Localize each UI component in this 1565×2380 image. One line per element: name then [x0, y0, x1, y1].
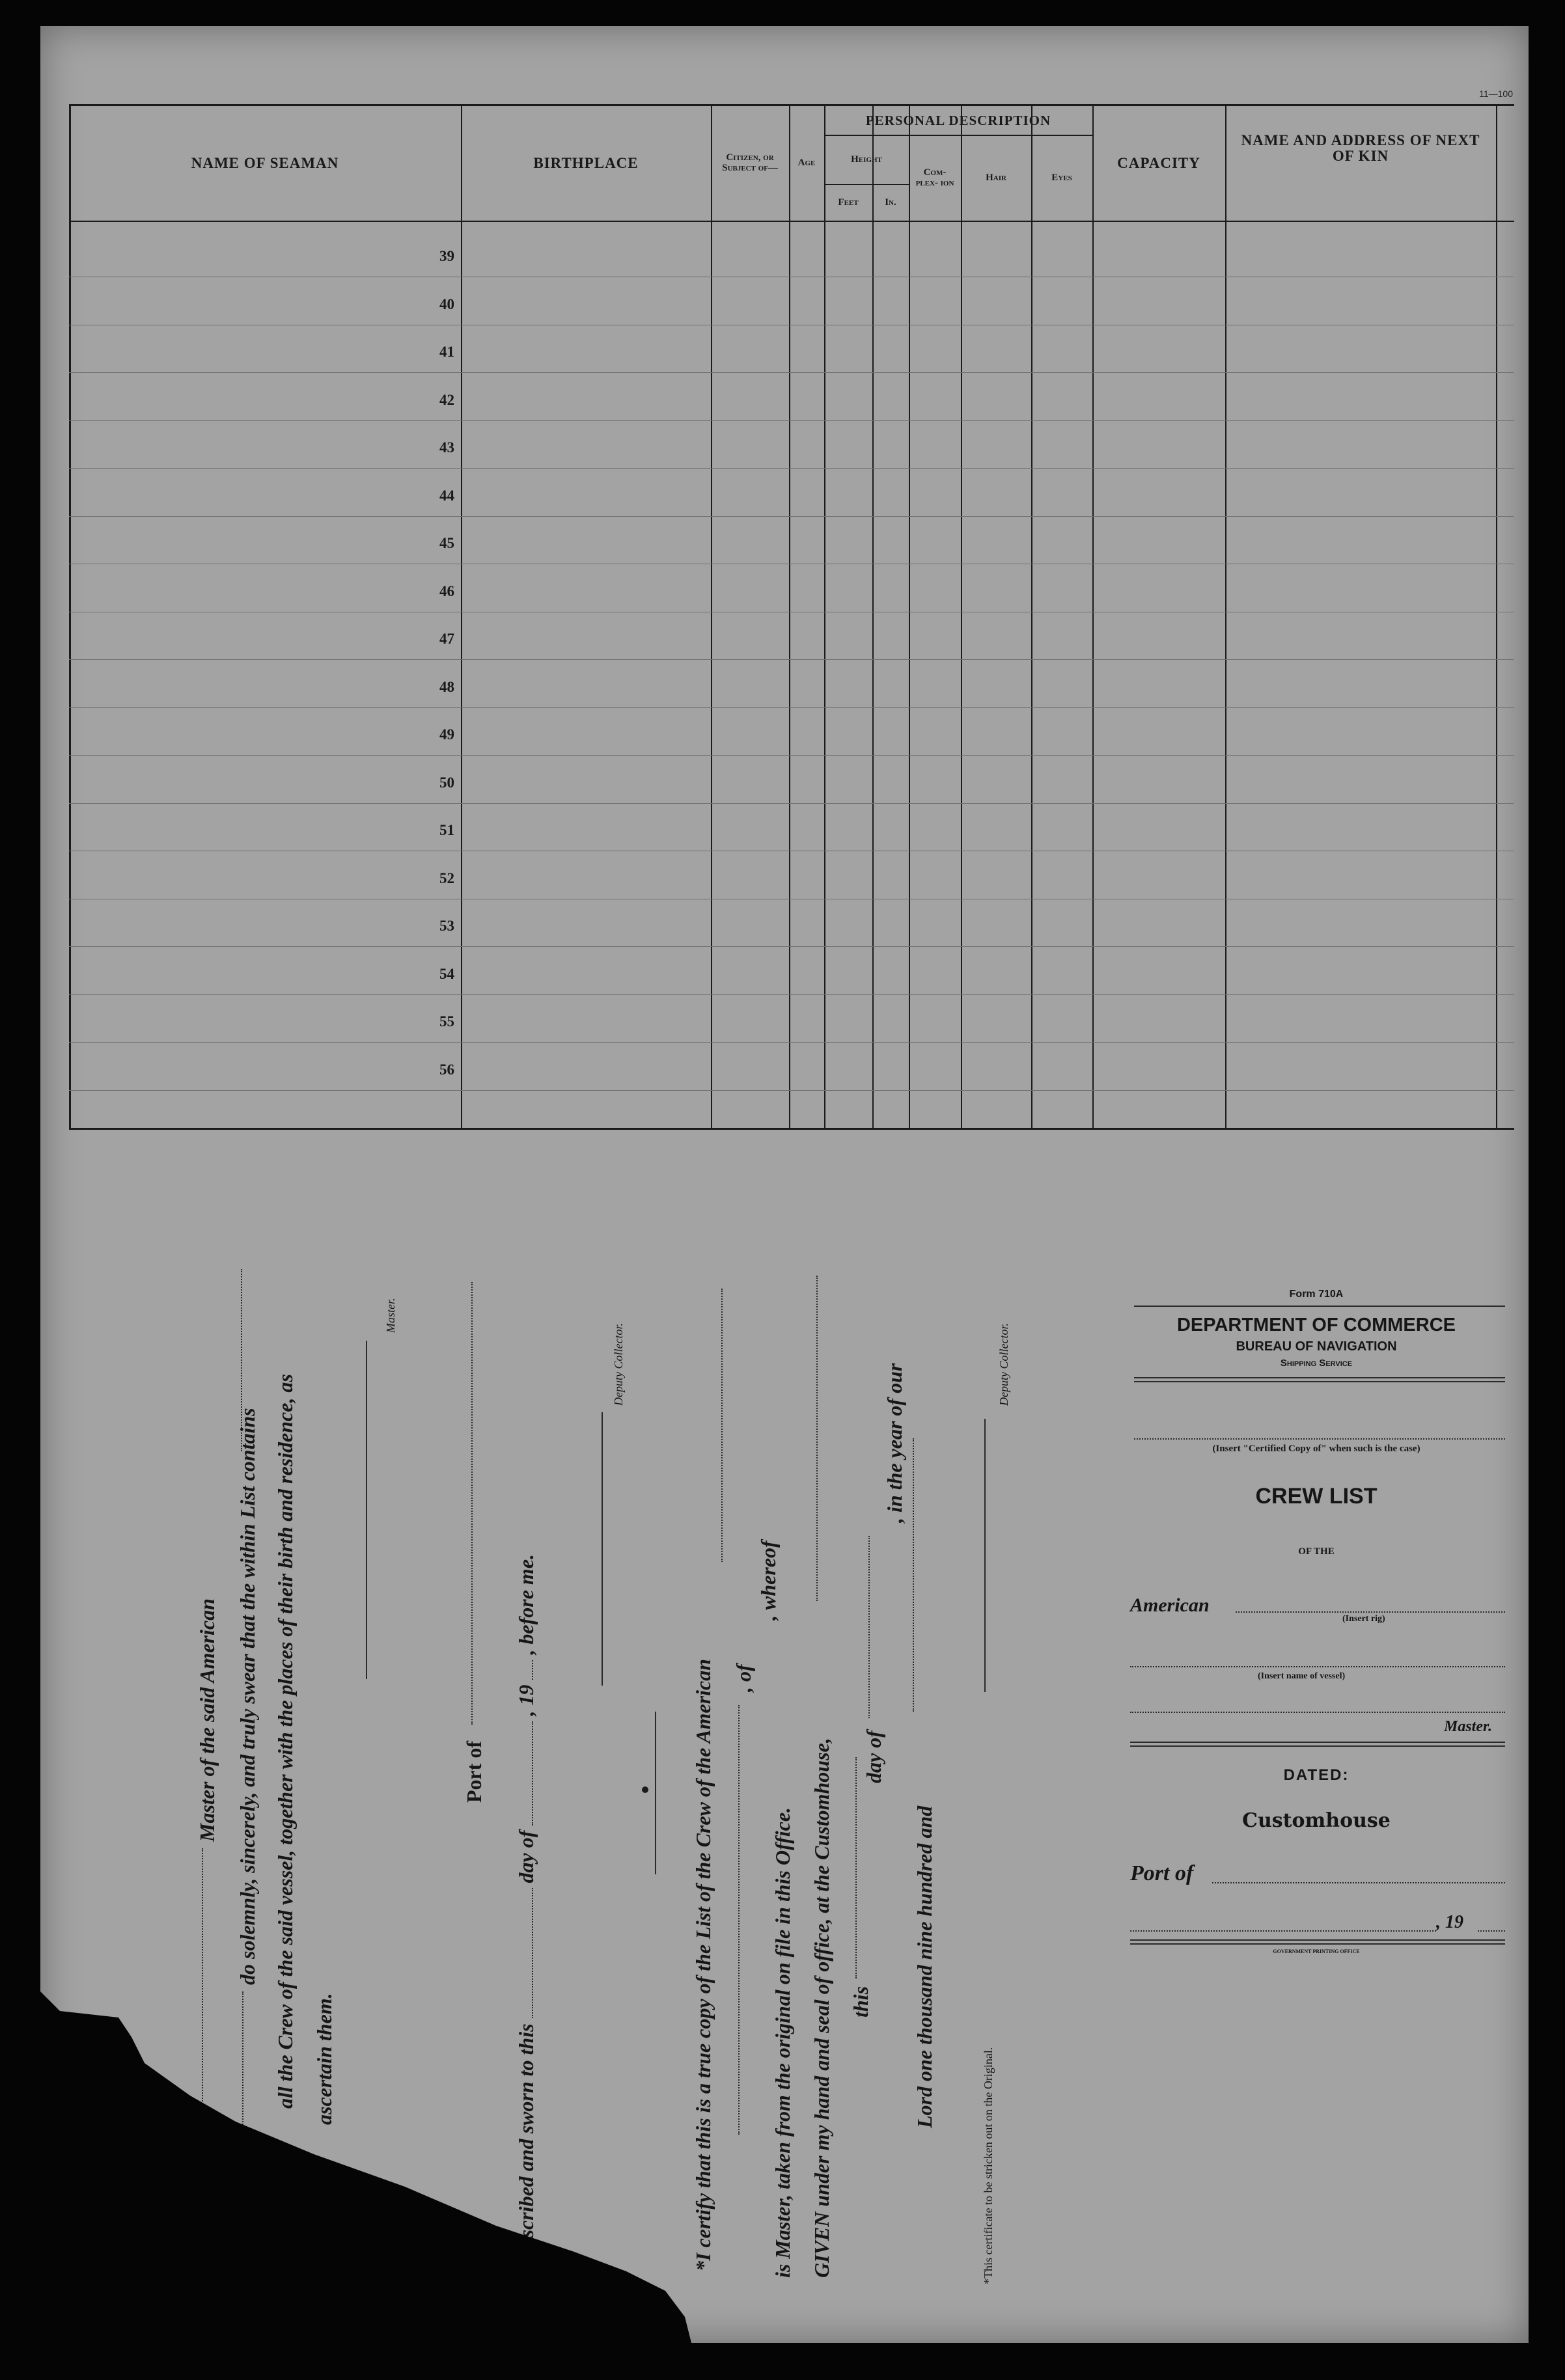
- header-age: Age: [797, 157, 816, 169]
- header-feet: Feet: [838, 197, 859, 208]
- header-capacity: CAPACITY: [1117, 154, 1200, 171]
- docket-insert-certified: (Insert "Certified Copy of" when such is the case): [1212, 1443, 1420, 1454]
- row-number: 56: [439, 1061, 454, 1078]
- docket-master: Master.: [1443, 1718, 1492, 1735]
- header-personal-description: PERSONAL DESCRIPTION: [865, 112, 1051, 128]
- row-number: 45: [439, 535, 454, 551]
- crew-table: [69, 104, 1514, 1130]
- table-row: [69, 516, 1514, 517]
- docket-dated: DATED:: [1283, 1766, 1350, 1784]
- row-number: 55: [439, 1013, 454, 1030]
- docket-department: DEPARTMENT OF COMMERCE: [1176, 1315, 1456, 1335]
- table-row: [69, 1090, 1514, 1091]
- docket-port-of: Port of: [1130, 1861, 1194, 1885]
- header-inches: In.: [885, 197, 896, 208]
- row-number: 48: [439, 678, 454, 695]
- oath-footnote: *This certificate to be stricken out on the Original.: [982, 2047, 995, 2284]
- row-number: 54: [439, 965, 454, 982]
- row-number: 43: [439, 439, 454, 456]
- table-row: [69, 946, 1514, 947]
- oath-master-label: Master.: [384, 1298, 397, 1333]
- header-hair: Hair: [986, 172, 1006, 184]
- table-row: [69, 372, 1514, 373]
- row-number: 39: [439, 248, 454, 264]
- docket-insert-rig: (Insert rig): [1342, 1614, 1385, 1624]
- table-row: [69, 1042, 1514, 1043]
- oath-whereof: , whereof: [756, 1540, 780, 1621]
- row-number: 53: [439, 918, 454, 934]
- oath-in-year: , in the year of our: [883, 1363, 906, 1523]
- oath-subscribed: Subscribed and sworn to this day of , 19 , before me.: [514, 1553, 538, 2271]
- header-next-of-kin: NAME AND ADDRESS OF NEXT OF KIN: [1241, 131, 1480, 164]
- row-number: 51: [439, 822, 454, 838]
- header-eyes: Eyes: [1051, 172, 1072, 184]
- docket-customhouse: Customhouse: [1242, 1809, 1391, 1832]
- row-number: 46: [439, 582, 454, 599]
- oath-of: , of: [732, 1664, 755, 1692]
- docket-printer: GOVERNMENT PRINTING OFFICE: [1273, 1949, 1360, 1954]
- oath-line-2: do solemnly, sincerely, and truly swear that the within List contains: [236, 1408, 259, 1985]
- table-row: [69, 420, 1514, 421]
- docket-service: Shipping Service: [1280, 1358, 1353, 1369]
- oath-this: this: [849, 1986, 872, 2018]
- table-row: [69, 803, 1514, 804]
- torn-corner: [40, 1991, 789, 2343]
- table-row: [69, 994, 1514, 995]
- table-row: [69, 468, 1514, 469]
- table-row: [69, 755, 1514, 756]
- table-row: [69, 659, 1514, 660]
- header-citizen: Citizen, or Subject of—: [722, 152, 778, 173]
- row-number: 44: [439, 487, 454, 504]
- header-complexion: Com- plex- ion: [915, 167, 954, 188]
- oath-line-4: ascertain them.: [312, 1993, 336, 2125]
- header-birthplace: BIRTHPLACE: [533, 154, 639, 171]
- oath-is-master: is Master, taken from the original on file in this Office.: [771, 1807, 794, 2278]
- docket-bureau: BUREAU OF NAVIGATION: [1236, 1339, 1397, 1354]
- oath-day-of: day of: [862, 1730, 885, 1783]
- row-number: 40: [439, 295, 454, 312]
- row-number: 41: [439, 344, 454, 360]
- row-number: 47: [439, 631, 454, 647]
- oath-line-3: all the Crew of the said vessel, together with the places of their birth and residence, as: [273, 1374, 297, 2109]
- docket-insert-vessel: (Insert name of vessel): [1258, 1671, 1346, 1681]
- header-name-of-seaman: NAME OF SEAMAN: [191, 154, 339, 171]
- oath-deputy-collector-2: Deputy Collector.: [997, 1323, 1010, 1406]
- seal-mark: [642, 1786, 648, 1793]
- oath-port-of: Port of: [462, 1740, 486, 1803]
- oath-given: GIVEN under my hand and seal of office, at the Customhouse,: [810, 1738, 833, 2278]
- oath-certify: *I certify that this is a true copy of the List of the Crew of the American: [691, 1658, 715, 2271]
- docket-american: American: [1130, 1594, 1210, 1616]
- form-code: 11—100: [1479, 89, 1513, 99]
- row-number: 50: [439, 774, 454, 791]
- docket-of-the: OF THE: [1298, 1546, 1335, 1557]
- oath-lord: Lord one thousand nine hundred and: [913, 1805, 936, 2128]
- row-number: 42: [439, 391, 454, 408]
- row-number: 49: [439, 726, 454, 743]
- table-row: [69, 707, 1514, 708]
- header-height: Height: [851, 154, 882, 165]
- docket-year: , 19: [1436, 1912, 1463, 1932]
- crew-list-page: [40, 26, 1529, 2343]
- docket-form-no: Form 710A: [1289, 1289, 1344, 1300]
- oath-line-1: Master of the said American: [195, 1598, 219, 1842]
- row-number: 52: [439, 869, 454, 886]
- docket-title: CREW LIST: [1255, 1484, 1378, 1509]
- oath-deputy-collector-1: Deputy Collector.: [612, 1323, 625, 1406]
